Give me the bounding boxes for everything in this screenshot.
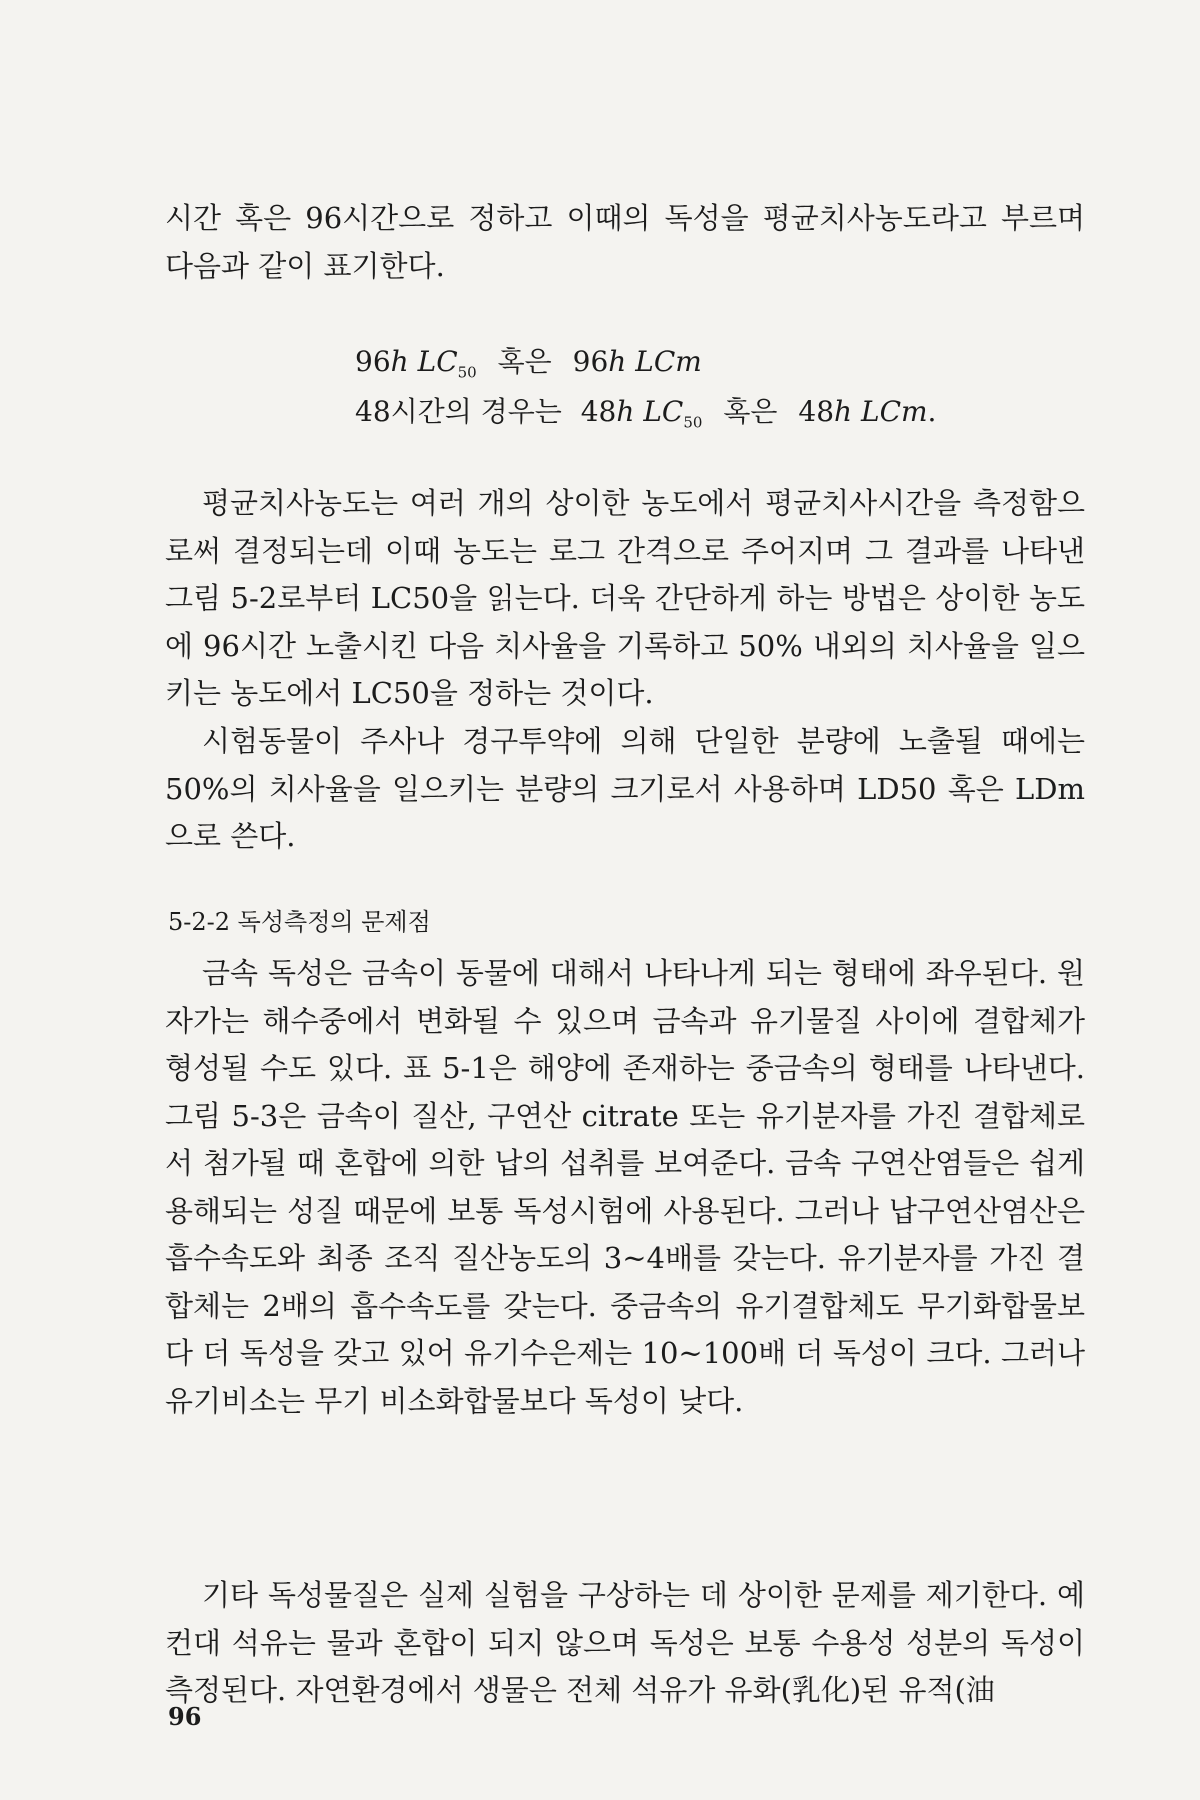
body-paragraph: 금속 독성은 금속이 동물에 대해서 나타나게 되는 형태에 좌우된다. 원자가는 해수중에서 변화될 수 있으며 금속과 유기물질 사이에 결합체가 형성될 수도 있다. 표 5-1은 해양에 존재하는 중금속의 형태를 나타낸다. 그림 5-3은 금속이 질산, 구연산 citrate 또는 유기분자를 가진 결합체로서 첨가될 때 혼합에 의한 납의 섭취를 보여준다. 금속 구연산염들은 쉽게 용해되는 성질 때문에 보통 독성시험에 사용된다. 그러나 납구연산염산은 흡수속도와 최종 조직 질산농도의 3~4배를 갖는다. 유기분자를 가진 결합체는 2배의 흡수속도를 갖는다. 중금속의 유기결합체도 무기화합물보다 더 독성을 갖고 있어 유기수은제는 10~100배 더 독성이 크다. 그러나 유기비소는 무기 비소화합물보다 독성이 낮다. [165, 956, 1085, 1418]
formula-lead: 48시간의 경우는 [355, 395, 562, 428]
formula-symbol: LCm [635, 345, 702, 378]
formula-period: . [927, 395, 937, 428]
formula-96h [355, 342, 702, 393]
formula-symbol: LCm [860, 395, 928, 428]
section-heading: 5-2-2 독성측정의 문제점 [168, 908, 431, 936]
formula-value: 96 [572, 345, 609, 378]
formula-value: 48 [580, 395, 617, 428]
formula-connector: 혹은 [723, 395, 778, 428]
formula-value: 48 [798, 395, 835, 428]
body-paragraph: 평균치사농도는 여러 개의 상이한 농도에서 평균치사시간을 측정함으로써 결정되는데 이때 농도는 로그 간격으로 주어지며 그 결과를 나타낸 그림 5-2로부터 LC50을 읽는다. 더욱 간단하게 하는 방법은 상이한 농도에 96시간 노출시킨 다음 치사율을 기록하고 50% 내외의 치사율을 일으키는 농도에서 LC50을 정하는 것이다. [165, 486, 1085, 710]
formula-subscript: 50 [683, 413, 703, 432]
body-paragraph: 기타 독성물질은 실제 실험을 구상하는 데 상이한 문제를 제기한다. 예컨대 석유는 물과 혼합이 되지 않으며 독성은 보통 수용성 성분의 독성이 측정된다. 자연환경에서 생물은 전체 석유가 유화(乳化)된 유적(油 [165, 1578, 1085, 1707]
body-paragraph: 시험동물이 주사나 경구투약에 의해 단일한 분량에 노출될 때에는 50%의 치사율을 일으키는 분량의 크기로서 사용하며 LD50 혹은 LDm으로 쓴다. [165, 724, 1085, 853]
intro-paragraph: 시간 혹은 96시간으로 정하고 이때의 독성을 평균치사농도라고 부르며 다음과 같이 표기한다. [165, 201, 1085, 283]
formula-unit: h [608, 345, 627, 378]
formula-value: 96 [355, 345, 391, 378]
formula-symbol: LC [417, 345, 458, 378]
formula-subscript: 50 [457, 363, 477, 382]
page-number: 96 [168, 1702, 202, 1731]
formula-unit: h [834, 395, 853, 428]
formula-unit: h [616, 395, 635, 428]
formula-48h [355, 392, 936, 443]
formula-unit: h [390, 345, 409, 378]
formula-connector: 혹은 [497, 345, 552, 378]
formula-symbol: LC [643, 395, 684, 428]
